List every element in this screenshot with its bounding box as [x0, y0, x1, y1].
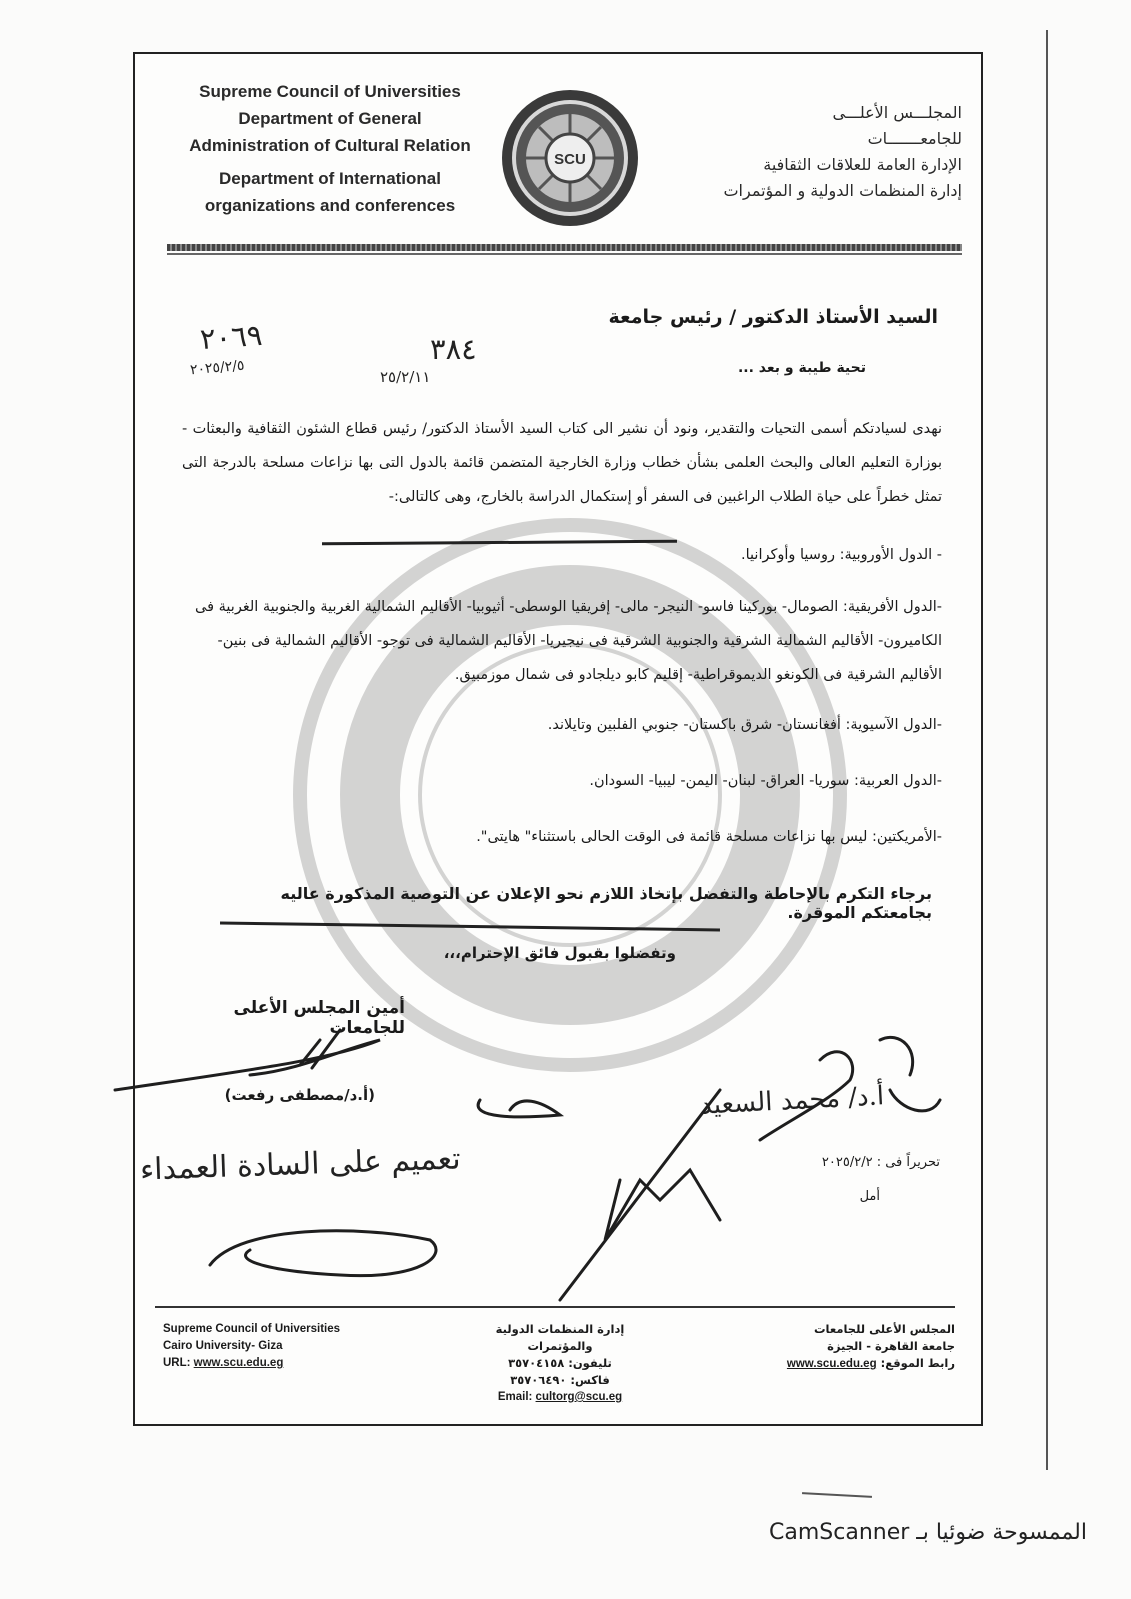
camscanner-label: الممسوحة ضوئيا بـ CamScanner	[769, 1520, 1087, 1545]
header-en-line: Supreme Council of Universities	[199, 82, 461, 101]
signatory-name: (أ.د/مصطفى رفعت)	[224, 1086, 375, 1104]
footer-phone: تليفون: ٣٥٧٠٤١٥٨	[508, 1356, 612, 1370]
signatory-title: أمين المجلس الأعلى للجامعات	[233, 998, 405, 1038]
list-item: - الدول الأوروبية: روسيا وأوكرانيا.	[741, 547, 942, 563]
request-paragraph: برجاء التكرم بالإحاطة والتفضل بإتخاذ اللازم نحو الإعلان عن التوصية المذكورة عاليه بجامعتكم الموقرة.	[280, 884, 932, 922]
logo-text: SCU	[554, 151, 586, 168]
header-divider	[167, 244, 962, 251]
header-ar-line: الإدارة العامة للعلاقات الثقافية	[763, 155, 962, 174]
footer-contact	[470, 1321, 650, 1406]
footer-email-link[interactable]: cultorg@scu.eg	[535, 1391, 623, 1403]
scu-logo	[500, 88, 640, 228]
footer-ar-url-label: رابط الموقع:	[880, 1356, 955, 1370]
footer-email-row	[470, 1389, 650, 1406]
footer-arabic	[775, 1321, 955, 1373]
footer-url-label: URL:	[163, 1357, 191, 1369]
list-item: -الأمريكتين: ليس بها نزاعات مسلحة قائمة فى الوقت الحالى باستثناء" هايتى".	[476, 829, 942, 845]
handwritten-date: ٢٥/٢/١١	[380, 368, 431, 386]
header-ar-line: المجلـــس الأعلـــى	[832, 103, 962, 122]
greeting: تحية طيبة و بعد ...	[737, 360, 866, 376]
header-en-line: Department of International	[219, 169, 441, 188]
handwritten-number: ٢٠٢٥/٢/٥	[189, 357, 246, 379]
footer-dept: إدارة المنظمات الدولية والمؤتمرات	[495, 1322, 625, 1353]
handwritten-number: ٣٨٤	[430, 332, 477, 366]
handwritten-note: تعميم على السادة العمداء	[139, 1141, 462, 1188]
clerk-name: أمل	[859, 1189, 880, 1204]
list-item: -الدول العربية: سوريا- العراق- لبنان- اليمن- ليبيا- السودان.	[589, 773, 942, 789]
handwritten-number: ٢٠٦٩	[198, 317, 264, 357]
header-english	[175, 78, 485, 219]
header-ar-line: إدارة المنظمات الدولية و المؤتمرات	[723, 181, 962, 200]
footer-org: Supreme Council of Universities	[163, 1323, 341, 1335]
footer-ar-url-link[interactable]: www.scu.edu.eg	[786, 1358, 877, 1370]
footer-divider	[155, 1306, 955, 1308]
issue-date: تحريراً فى : ٢٠٢٥/٢/٢	[821, 1155, 940, 1170]
header-en-line: Administration of Cultural Relation	[189, 136, 471, 155]
footer-url-link[interactable]: www.scu.edu.eg	[193, 1357, 284, 1369]
header-en-line: organizations and conferences	[204, 196, 456, 215]
closing-regards: وتفضلوا بقبول فائق الإحترام،،،	[443, 944, 676, 962]
list-item: -الدول الأفريقية: الصومال- بوركينا فاسو- النيجر- مالى- إفريقيا الوسطى- أثيوبيا- الأقاليم الشمالية الغربية والجنوبية الغربية فى الكاميرون- الأقاليم الشمالية الشرقية والجنوبية الشرقية فى نيجيريا- الأقاليم الشمالية فى توجو- الأقاليم الشمالية فى بنين- الأقاليم الشرقية فى الكونغو الديموقراطية- إقليم كابو ديلجادو فى شمال موزمبيق.	[195, 599, 942, 683]
header-ar-line: للجامعـــــــات	[867, 129, 962, 148]
addressee: السيد الأستاذ الدكتور / رئيس جامعة	[608, 306, 938, 328]
scan-edge-line	[1046, 30, 1048, 1470]
handwritten-note: أ.د/ محمد السعيد	[699, 1081, 885, 1121]
footer-english	[163, 1321, 423, 1372]
footer-ar-org: المجلس الأعلى للجامعات	[813, 1322, 955, 1336]
footer-ar-address: جامعة القاهرة - الجيزة	[827, 1339, 955, 1353]
footer-address: Cairo University- Giza	[163, 1340, 283, 1352]
header-en-line: Department of General	[238, 109, 422, 128]
footer-fax: فاكس: ٣٥٧٠٦٤٩٠	[510, 1373, 610, 1387]
intro-paragraph: نهدى لسيادتكم أسمى التحيات والتقدير، ونود أن نشير الى كتاب السيد الأستاذ الدكتور/ رئيس قطاع الشئون الثقافية والبعثات - بوزارة التعليم العالى والبحث العلمى بشأن خطاب وزارة الخارجية المتضمن قائمة بالدول التى بها نزاعات مسلحة بالدرجة التى تمثل خطراً على حياة الطلاب الراغبين فى السفر أو إستكمال الدراسة بالخارج، وهى كالتالى:-	[182, 421, 942, 505]
footer-url-row	[163, 1355, 423, 1372]
scan-mark	[802, 1492, 872, 1498]
footer-email-label: Email:	[497, 1391, 533, 1403]
header-divider-thin	[167, 253, 962, 255]
list-item: -الدول الآسيوية: أفغانستان- شرق باكستان- جنوبي الفلبين وتايلاند.	[547, 717, 942, 733]
header-arabic	[700, 100, 962, 204]
footer-ar-url-row	[775, 1355, 955, 1373]
